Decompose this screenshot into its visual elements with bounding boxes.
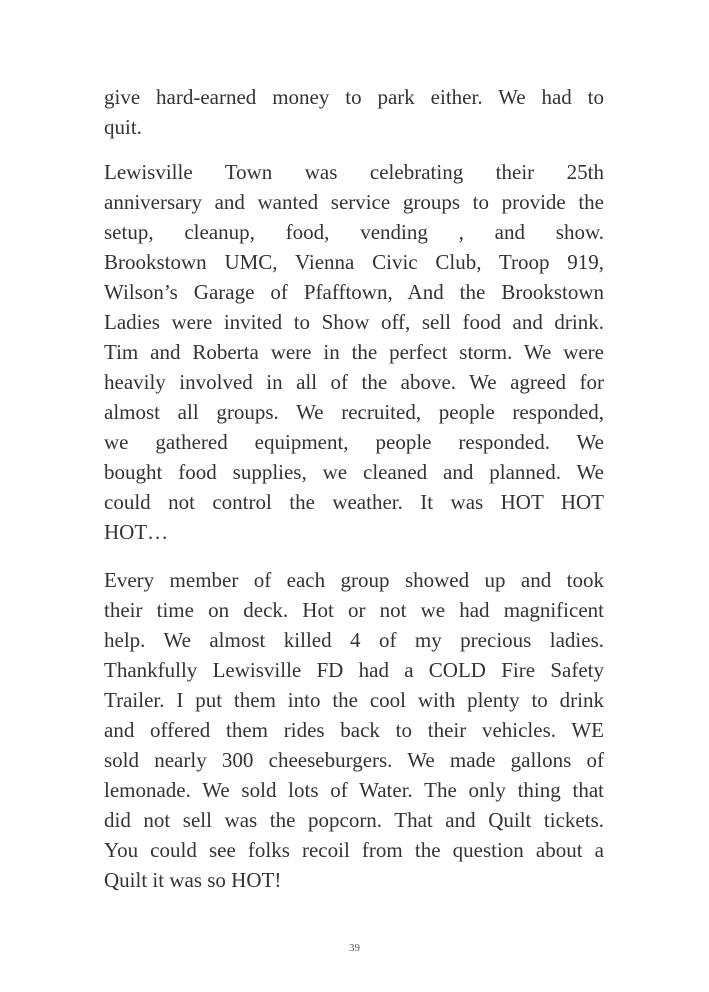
paragraph-2-line: Wilson’s Garage of Pfafftown, And the Brookstown (104, 280, 604, 304)
paragraph-2-line: Tim and Roberta were in the perfect storm. We were (104, 340, 604, 364)
paragraph-2-line: anniversary and wanted service groups to provide the (104, 190, 604, 214)
paragraph-3-line: You could see folks recoil from the question about a (104, 838, 604, 862)
paragraph-3-line: their time on deck. Hot or not we had magnificent (104, 598, 604, 622)
paragraph-2-line: we gathered equipment, people responded. We (104, 430, 604, 454)
paragraph-3-line: lemonade. We sold lots of Water. The only thing that (104, 778, 604, 802)
paragraph-3-line: Every member of each group showed up and took (104, 568, 604, 592)
paragraph-3-line: did not sell was the popcorn. That and Quilt tickets. (104, 808, 604, 832)
paragraph-2-line: Lewisville Town was celebrating their 25th (104, 160, 604, 184)
paragraph-3-line: sold nearly 300 cheeseburgers. We made gallons of (104, 748, 604, 772)
paragraph-2-line: Ladies were invited to Show off, sell food and drink. (104, 310, 604, 334)
paragraph-2-line: almost all groups. We recruited, people responded, (104, 400, 604, 424)
paragraph-2-line: Brookstown UMC, Vienna Civic Club, Troop 919, (104, 250, 604, 274)
paragraph-2-line: HOT… (104, 520, 169, 544)
paragraph-3-line: help. We almost killed 4 of my precious ladies. (104, 628, 604, 652)
paragraph-3-line: and offered them rides back to their vehicles. WE (104, 718, 604, 742)
paragraph-3-line: Quilt it was so HOT! (104, 868, 282, 892)
paragraph-1-line: give hard-earned money to park either. We had to (104, 85, 604, 109)
paragraph-3-line: Thankfully Lewisville FD had a COLD Fire Safety (104, 658, 604, 682)
paragraph-2-line: bought food supplies, we cleaned and planned. We (104, 460, 604, 484)
page-number: 39 (349, 942, 360, 954)
paragraph-2-line: could not control the weather. It was HOT HOT (104, 490, 604, 514)
paragraph-1-line: quit. (104, 115, 142, 139)
paragraph-2-line: setup, cleanup, food, vending , and show. (104, 220, 604, 244)
paragraph-3-line: Trailer. I put them into the cool with plenty to drink (104, 688, 604, 712)
paragraph-2-line: heavily involved in all of the above. We agreed for (104, 370, 604, 394)
